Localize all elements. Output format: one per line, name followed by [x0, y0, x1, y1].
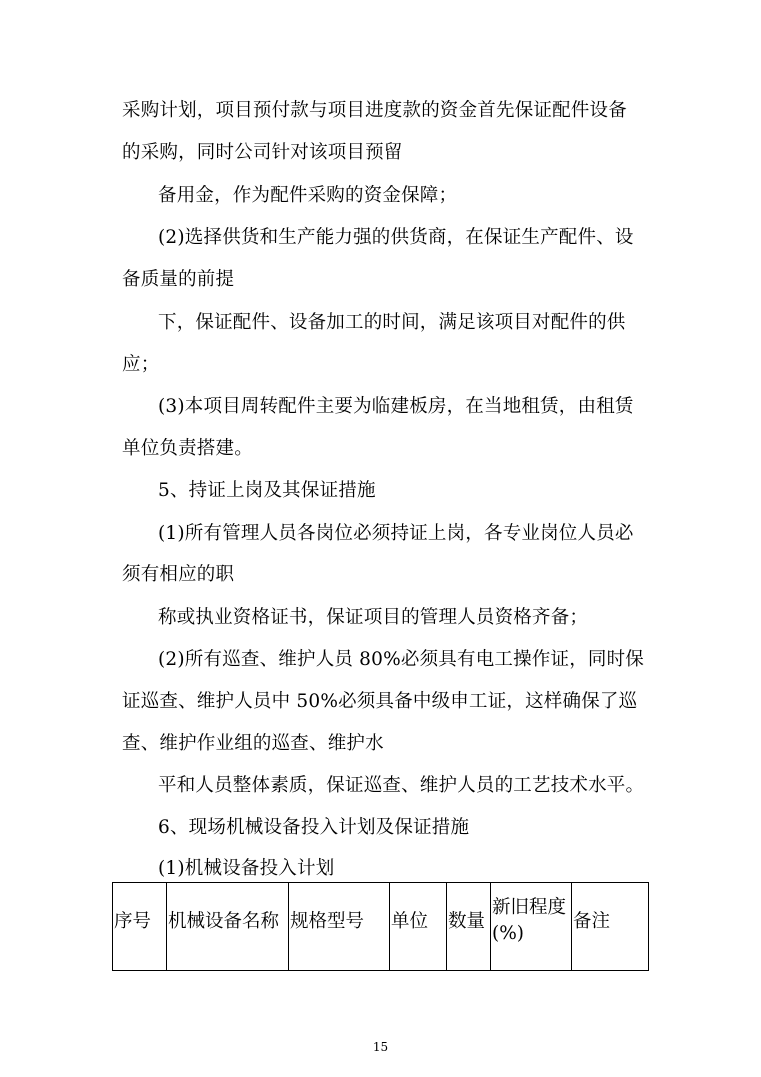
- text-line: (1)机械设备投入计划: [158, 858, 335, 879]
- table-header-cell: [572, 883, 647, 970]
- table-header-cell: [113, 883, 167, 970]
- text-line: (1)所有管理人员各岗位必须持证上岗，各专业岗位人员必: [158, 523, 634, 544]
- header-unit: 单位: [391, 911, 429, 932]
- header-seq: 序号: [114, 911, 152, 932]
- table-header-cell: [289, 883, 390, 970]
- text-line: 查、维护作业组的巡查、维护水: [122, 733, 384, 754]
- page-number: 15: [372, 1040, 389, 1054]
- header-condition-unit: (%): [492, 923, 525, 944]
- table-header-cell: [491, 883, 572, 970]
- header-quantity: 数量: [448, 911, 486, 932]
- header-condition-label: 新旧程度: [492, 897, 567, 918]
- header-condition: [492, 895, 566, 947]
- text-line: 备质量的前提: [122, 269, 235, 290]
- text-line: 证巡查、维护人员中 50%必须具备中级申工证，这样确保了巡: [122, 691, 638, 712]
- text-line: 的采购，同时公司针对该项目预留: [122, 142, 403, 163]
- text-line: 采购计划，项目预付款与项目进度款的资金首先保证配件设备: [122, 100, 627, 121]
- text-line: 平和人员整体素质，保证巡查、维护人员的工艺技术水平。: [158, 775, 645, 796]
- text-line: (2)选择供货和生产能力强的供货商，在保证生产配件、设: [158, 227, 634, 248]
- text-line: 下，保证配件、设备加工的时间，满足该项目对配件的供: [158, 312, 626, 333]
- table-header-cell: [390, 883, 447, 970]
- text-line: (2)所有巡查、维护人员 80%必须具有电工操作证，同时保: [158, 649, 645, 670]
- header-spec-model: 规格型号: [290, 911, 365, 932]
- header-equipment-name: 机械设备名称: [168, 911, 280, 932]
- table-header-cell: [447, 883, 491, 970]
- text-line: 备用金，作为配件采购的资金保障；: [158, 185, 458, 206]
- section-heading: 6、现场机械设备投入计划及保证措施: [158, 817, 470, 838]
- section-heading: 5、持证上岗及其保证措施: [158, 480, 376, 501]
- text-line: (3)本项目周转配件主要为临建板房，在当地租赁，由租赁: [158, 396, 634, 417]
- header-remarks: 备注: [573, 911, 611, 932]
- text-line: 应；: [122, 354, 160, 375]
- text-line: 称或执业资格证书，保证项目的管理人员资格齐备；: [158, 607, 589, 628]
- table-header-cell: [167, 883, 289, 970]
- text-line: 须有相应的职: [122, 564, 235, 585]
- text-line: 单位负责搭建。: [122, 438, 253, 459]
- equipment-table: [112, 882, 649, 971]
